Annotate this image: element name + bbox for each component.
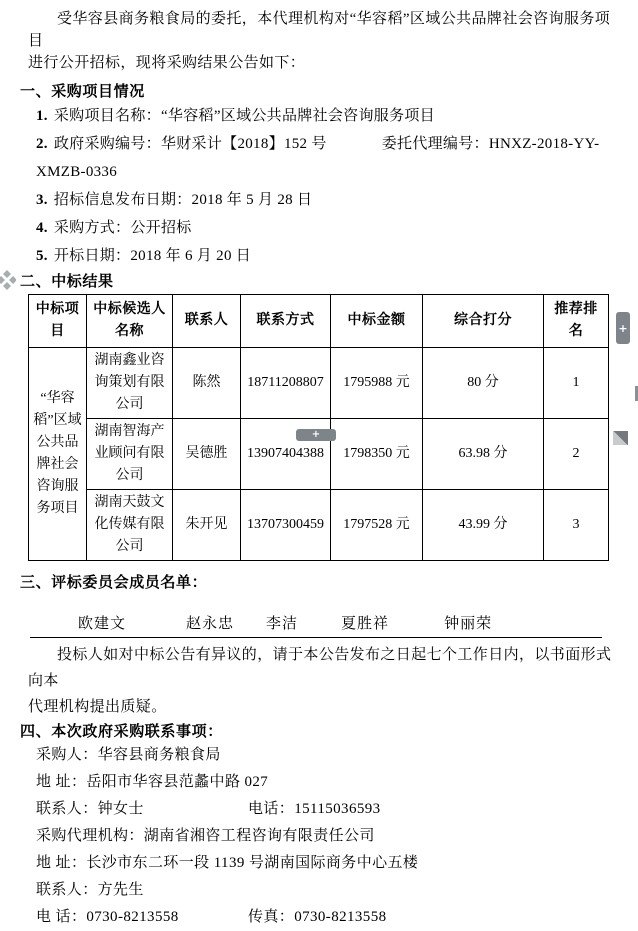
cell-phone: 13707300459 [241, 490, 331, 561]
cell-rank: 1 [544, 348, 609, 419]
corner-resize-handle-icon[interactable] [613, 431, 628, 445]
cell-contact: 吴德胜 [173, 419, 241, 490]
contact-text: 联系人：钟女士 [36, 801, 144, 817]
cell-contact: 陈然 [173, 348, 241, 419]
header-project: 中标项目 [29, 295, 87, 348]
list-item-opening-date [36, 242, 612, 270]
contact-text: 采购代理机构：湖南省湘咨工程咨询有限责任公司 [36, 828, 375, 844]
cell-score: 43.99 分 [423, 490, 544, 561]
header-score: 综合打分 [423, 295, 544, 348]
evaluation-committee-members [30, 615, 602, 638]
cell-contact: 朱开见 [173, 490, 241, 561]
header-candidate: 中标候选人名称 [87, 295, 173, 348]
cell-amount: 1795988 元 [331, 348, 423, 419]
contact-text: 联系人：方先生 [36, 882, 144, 898]
plus-icon: + [618, 321, 628, 335]
member-name: 钟丽荣 [444, 616, 493, 632]
cell-amount: 1798350 元 [331, 419, 423, 490]
table-move-handle-icon[interactable] [0, 270, 16, 290]
cell-amount: 1797528 元 [331, 490, 423, 561]
list-item-publish-date [36, 186, 612, 214]
objection-note-line2: 代理机构提出质疑。 [28, 699, 167, 715]
list-item-method [36, 214, 612, 242]
bid-results-table [28, 294, 609, 561]
header-rank: 推荐排名 [544, 295, 609, 348]
section3-heading: 三、评标委员会成员名单： [20, 575, 208, 591]
contact-row-agency-address [36, 850, 612, 877]
intro-paragraph-line1: 受华容县商务粮食局的委托，本代理机构对“华容稻”区域公共品牌社会咨询服务项目 [28, 11, 611, 49]
item-number: 3. [36, 192, 48, 208]
cell-company: 湖南鑫业咨询策划有限公司 [87, 348, 173, 419]
cell-company: 湖南智海产业顾问有限公司 [87, 419, 173, 490]
cell-rank: 3 [544, 490, 609, 561]
vertical-scroll-handle[interactable] [616, 312, 630, 344]
objection-note-line1: 投标人如对中标公告有异议的，请于本公告发布之日起七个工作日内，以书面形式向本 [28, 647, 612, 689]
contact-row-purchaser [36, 742, 612, 769]
cell-company: 湖南天鼓文化传媒有限公司 [87, 490, 173, 561]
section2-heading [20, 272, 612, 292]
section1-heading: 一、采购项目情况 [20, 84, 145, 100]
contact-row-purchaser-person [36, 796, 612, 823]
list-item-procurement-no [36, 130, 612, 186]
header-phone: 联系方式 [241, 295, 331, 348]
cell-score: 80 分 [423, 348, 544, 419]
header-amount: 中标金额 [331, 295, 423, 348]
cell-rank: 2 [544, 419, 609, 490]
list-item-project-name [36, 102, 612, 130]
item-number: 4. [36, 220, 48, 236]
plus-icon: + [311, 429, 321, 440]
item-text: 政府采购编号：华财采计【2018】152 号 [53, 136, 327, 152]
header-contact: 联系人 [173, 295, 241, 348]
member-name: 欧建文 [78, 616, 127, 632]
contact-text: 地 址：岳阳市华容县范蠡中路 027 [36, 774, 269, 790]
item-number: 2. [36, 136, 48, 152]
cell-score: 63.98 分 [423, 419, 544, 490]
item-number: 1. [36, 108, 48, 124]
cell-project-name: “华容稻”区域公共品牌社会咨询服务项目 [29, 348, 87, 561]
member-name: 夏胜祥 [341, 616, 390, 632]
contact-fax: 传真：0730-8213558 [248, 909, 387, 925]
contact-text: 采购人：华容县商务粮食局 [36, 747, 221, 763]
contact-phone: 电话：15115036593 [248, 801, 381, 817]
contact-row-agency-person [36, 877, 612, 904]
item-text: 招标信息发布日期：2018 年 5 月 28 日 [53, 192, 313, 208]
contact-row-agency [36, 823, 612, 850]
section4-heading: 四、本次政府采购联系事项： [20, 724, 223, 740]
agency-ref-number: 委托代理编号：HNXZ-2018-YY-XMZB-0336 [36, 136, 600, 180]
table-row [29, 348, 609, 419]
table-header-row [29, 295, 609, 348]
member-name: 李洁 [266, 616, 299, 632]
contact-text: 电 话：0730-8213558 [36, 909, 179, 925]
item-text: 采购项目名称：“华容稻”区域公共品牌社会咨询服务项目 [53, 108, 435, 124]
contact-row-purchaser-address [36, 769, 612, 796]
item-number: 5. [36, 248, 48, 264]
item-text: 采购方式：公开招标 [53, 220, 192, 236]
item-text: 开标日期：2018 年 6 月 20 日 [53, 248, 252, 264]
contact-text: 地 址：长沙市东二环一段 1139 号湖南国际商务中心五楼 [36, 855, 419, 871]
table-row [29, 490, 609, 561]
contact-row-agency-phone-fax [36, 904, 612, 931]
section2-heading-text: 二、中标结果 [20, 274, 114, 290]
cell-phone: 18711208807 [241, 348, 331, 419]
cell-phone: 13907404388 [241, 419, 331, 490]
horizontal-scroll-handle[interactable] [296, 429, 336, 441]
member-name: 赵永忠 [186, 616, 235, 632]
intro-paragraph-line2: 进行公开招标，现将采购结果公告如下： [28, 55, 306, 71]
